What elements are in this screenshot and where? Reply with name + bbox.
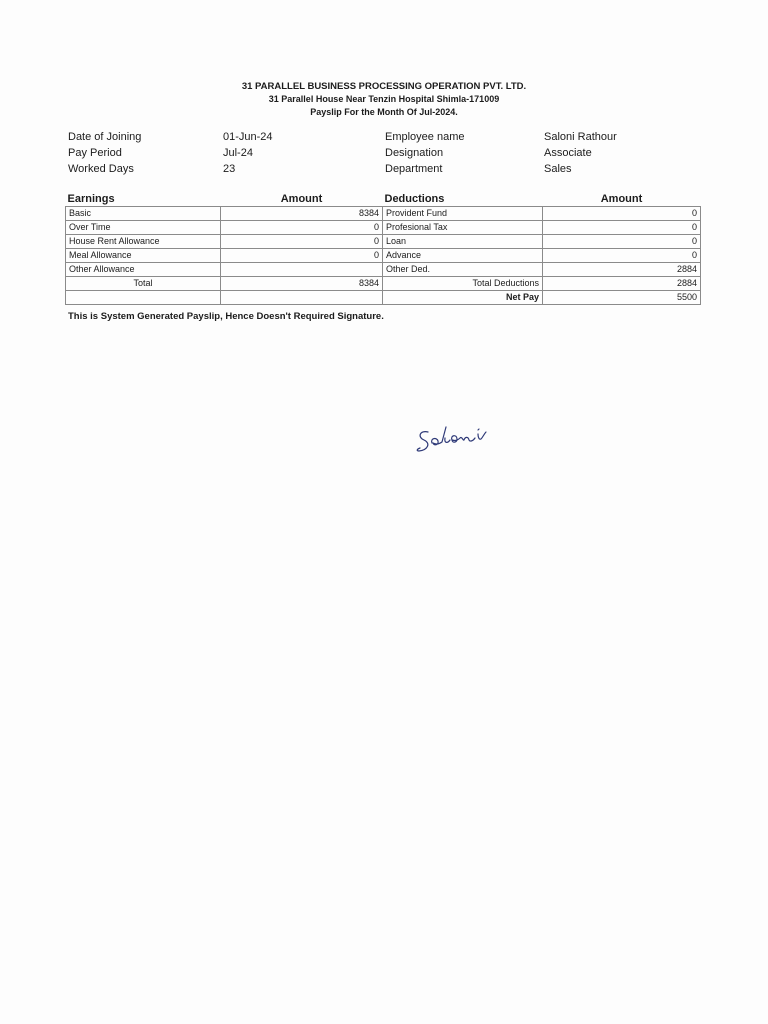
employee-name-label: Employee name [385, 131, 465, 143]
deduction-amount: 0 [543, 235, 701, 249]
table-row [66, 249, 701, 263]
table-row [66, 207, 701, 221]
total-earnings: 8384 [221, 277, 383, 291]
deduction-label: Profesional Tax [383, 221, 543, 235]
net-pay-amount: 5500 [543, 291, 701, 305]
department-value: Sales [544, 163, 572, 175]
earnings-header: Earnings [67, 193, 115, 205]
table-row [66, 235, 701, 249]
pay-period-label: Pay Period [68, 147, 122, 159]
payslip-title: Payslip For the Month Of Jul-2024. [310, 107, 458, 117]
deduction-label: Loan [383, 235, 543, 249]
empty-cell [66, 291, 221, 305]
total-label: Total [66, 277, 221, 291]
designation-label: Designation [385, 147, 444, 159]
earning-amount: 0 [221, 221, 383, 235]
earning-amount [221, 263, 383, 277]
deductions-amount-header: Amount [600, 193, 643, 205]
deduction-amount: 2884 [543, 263, 701, 277]
earning-amount: 0 [221, 235, 383, 249]
earnings-deductions-table [65, 192, 701, 305]
employee-name-value: Saloni Rathour [544, 131, 617, 143]
date-of-joining-value: 01-Jun-24 [223, 131, 273, 143]
table-row [66, 221, 701, 235]
worked-days-label: Worked Days [68, 163, 134, 175]
earning-label: Other Allowance [66, 263, 221, 277]
payslip-header [0, 80, 768, 119]
table-row [66, 263, 701, 277]
designation-value: Associate [544, 147, 592, 159]
department-label: Department [385, 163, 443, 175]
earning-amount: 8384 [221, 207, 383, 221]
deduction-amount: 0 [543, 207, 701, 221]
company-address: 31 Parallel House Near Tenzin Hospital Shimla-171009 [268, 94, 500, 104]
handwritten-signature [412, 410, 502, 460]
deduction-amount: 0 [543, 221, 701, 235]
deduction-label: Other Ded. [383, 263, 543, 277]
info-row [68, 163, 708, 179]
net-pay-label: Net Pay [383, 291, 543, 305]
employee-info [68, 131, 708, 179]
deduction-label: Advance [383, 249, 543, 263]
earning-label: Meal Allowance [66, 249, 221, 263]
total-row [66, 277, 701, 291]
date-of-joining-label: Date of Joining [68, 131, 142, 143]
empty-cell [221, 291, 383, 305]
system-generated-note: This is System Generated Payslip, Hence Doesn't Required Signature. [68, 311, 384, 322]
deduction-amount: 0 [543, 249, 701, 263]
earnings-amount-header: Amount [280, 193, 323, 205]
deductions-header: Deductions [384, 193, 445, 205]
net-pay-row [66, 291, 701, 305]
earning-amount: 0 [221, 249, 383, 263]
earning-label: House Rent Allowance [66, 235, 221, 249]
earning-label: Basic [66, 207, 221, 221]
info-row [68, 131, 708, 147]
worked-days-value: 23 [223, 163, 236, 175]
table-header-row [66, 192, 701, 207]
total-deductions-amount: 2884 [543, 277, 701, 291]
pay-period-value: Jul-24 [223, 147, 253, 159]
total-deductions-label: Total Deductions [383, 277, 543, 291]
info-row [68, 147, 708, 163]
earning-label: Over Time [66, 221, 221, 235]
company-name: 31 PARALLEL BUSINESS PROCESSING OPERATION PVT. LTD. [241, 81, 527, 92]
deduction-label: Provident Fund [383, 207, 543, 221]
